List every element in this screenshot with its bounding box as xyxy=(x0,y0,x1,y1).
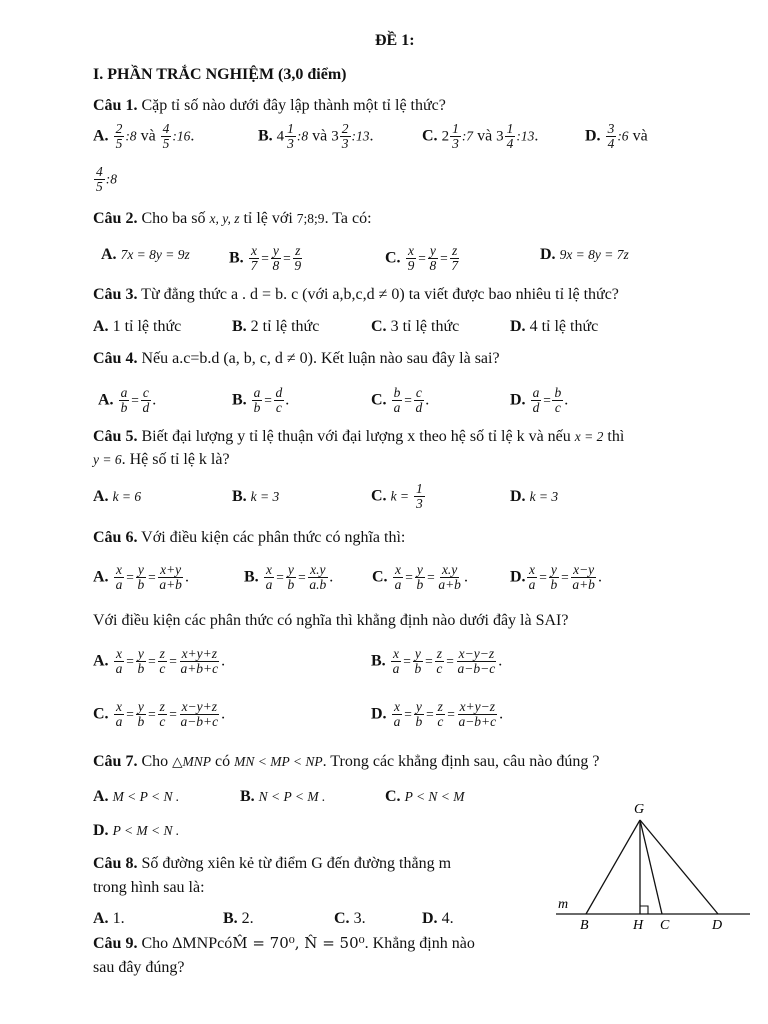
q5-option-b: B. k = 3 xyxy=(232,488,280,505)
question-9: Câu 9. Cho ΔMNPcóM̂ = 70⁰, N̂ = 50⁰. Khẳng định nào xyxy=(93,934,475,952)
question-6-part2: Với điều kiện các phân thức có nghĩa thì khẳng định nào dưới đây là SAI? xyxy=(93,612,569,629)
label-h: H xyxy=(633,918,644,933)
q4-option-b: B. $\frac{a}{b}$ = $\frac{d}{c}$ . xyxy=(232,385,290,416)
label-c: C xyxy=(660,918,670,933)
q6-option-b: B. $\frac{x}{a}$ = $\frac{y}{b}$ = $\frac{x.y}{a.b}$ . xyxy=(244,562,334,593)
geometry-figure xyxy=(550,795,755,940)
q6b-option-a: A. $\frac{x}{a}$ = $\frac{y}{b}$ = $\frac{z}{c}$ = $\frac{x+y+z}{a+b+c}$ . xyxy=(93,646,226,677)
question-2: Câu 2. Cho ba số x, y, z tỉ lệ với 7;8;9. Ta có: xyxy=(93,210,372,227)
q8-option-d: D. 4. xyxy=(422,910,454,927)
question-9-cont: sau đây đúng? xyxy=(93,959,185,976)
q6-option-a: A. $\frac{x}{a}$ = $\frac{y}{b}$ = $\frac{x+y}{a+b}$ . xyxy=(93,562,189,593)
label-g: G xyxy=(634,802,645,817)
q2-option-a: A. 7x = 8y = 9z xyxy=(101,246,190,263)
question-7: Câu 7. Cho △MNP có MN < MP < NP. Trong các khẳng định sau, câu nào đúng ? xyxy=(93,753,600,770)
question-4: Câu 4. Nếu a.c=b.d (a, b, c, d ≠ 0). Kết luận nào sau đây là sai? xyxy=(93,350,500,367)
right-angle-mark xyxy=(640,906,648,914)
q7-option-a: A. M < P < N . xyxy=(93,788,180,805)
q6b-option-d: D. $\frac{x}{a}$ = $\frac{y}{b}$ = $\frac{z}{c}$ = $\frac{x+y-z}{a-b+c}$ . xyxy=(371,699,504,730)
question-1: Câu 1. Cặp tỉ số nào dưới đây lập thành một tỉ lệ thức? xyxy=(93,97,446,114)
q4-option-c: C. $\frac{b}{a}$ = $\frac{c}{d}$ . xyxy=(371,385,430,416)
segment-gd xyxy=(640,820,718,914)
q6b-option-c: C. $\frac{x}{a}$ = $\frac{y}{b}$ = $\frac{z}{c}$ = $\frac{x-y+z}{a-b+c}$ . xyxy=(93,699,226,730)
q5-option-a: A. k = 6 xyxy=(93,488,142,505)
label-b: B xyxy=(580,918,589,933)
q3-option-b: B. 2 tỉ lệ thức xyxy=(232,318,320,335)
question-6: Câu 6. Với điều kiện các phân thức có nghĩa thì: xyxy=(93,529,406,546)
q2-option-d: D. 9x = 8y = 7z xyxy=(540,246,629,263)
question-5: Câu 5. Biết đại lượng y tỉ lệ thuận với đại lượng x theo hệ số tỉ lệ k và nếu x = 2 thì xyxy=(93,428,625,445)
q4-option-d: D. $\frac{a}{d}$ = $\frac{b}{c}$ . xyxy=(510,385,569,416)
question-8-cont: trong hình sau là: xyxy=(93,879,205,896)
q7-option-b: B. N < P < M . xyxy=(240,788,326,805)
q2-option-b: B. $\frac{x}{7}$ = $\frac{y}{8}$ = $\frac{z}{9}$ xyxy=(229,243,302,274)
q1-option-c: C. 2 $\frac{1}{3}$ :7 và 3 $\frac{1}{4}$ :13. xyxy=(422,121,539,152)
q8-option-b: B. 2. xyxy=(223,910,254,927)
q8-option-c: C. 3. xyxy=(334,910,366,927)
page-title: ĐỀ 1: xyxy=(375,32,415,49)
label-m: m xyxy=(558,897,569,912)
q2-option-c: C. $\frac{x}{9}$ = $\frac{y}{8}$ = $\frac{z}{7}$ xyxy=(385,243,459,274)
q7-option-d: D. P < M < N . xyxy=(93,822,180,839)
q3-option-a: A. 1 tỉ lệ thức xyxy=(93,318,182,335)
q5-option-d: D. k = 3 xyxy=(510,488,559,505)
q3-option-c: C. 3 tỉ lệ thức xyxy=(371,318,460,335)
q1-option-d: D. $\frac{3}{4}$ :6 và xyxy=(585,121,648,152)
q6-option-d: D. $\frac{x}{a}$ = $\frac{y}{b}$ = $\frac{x-y}{a+b}$ . xyxy=(510,562,602,593)
question-3: Câu 3. Từ đẳng thức a . d = b. c (với a,b,c,d ≠ 0) ta viết được bao nhiêu tỉ lệ thức? xyxy=(93,286,619,303)
q6b-option-b: B. $\frac{x}{a}$ = $\frac{y}{b}$ = $\frac{z}{c}$ = $\frac{x-y-z}{a-b-c}$ . xyxy=(371,646,503,677)
q1-option-b: B. 4 $\frac{1}{3}$ :8 và 3 $\frac{2}{3}$ :13. xyxy=(258,121,374,152)
q5-option-c: C. k = $\frac{1}{3}$ xyxy=(371,481,423,512)
q1-options: A. $\frac{2}{5}$ :8 và $\frac{4}{5}$ :16. xyxy=(93,121,195,152)
question-8: Câu 8. Số đường xiên kẻ từ điểm G đến đường thẳng m xyxy=(93,855,452,872)
label-d: D xyxy=(712,918,723,933)
section-heading: I. PHẦN TRẮC NGHIỆM (3,0 điểm) xyxy=(93,66,347,83)
q3-option-d: D. 4 tỉ lệ thức xyxy=(510,318,599,335)
q6-option-c: C. $\frac{x}{a}$ = $\frac{y}{b}$ = $\frac{x.y}{a+b}$ . xyxy=(372,562,468,593)
q7-option-c: C. P < N < M xyxy=(385,788,465,805)
q4-option-a: A. $\frac{a}{b}$ = $\frac{c}{d}$ . xyxy=(98,385,157,416)
question-5-cont: y = 6. Hệ số tỉ lệ k là? xyxy=(93,451,230,468)
q8-option-a: A. 1. xyxy=(93,910,125,927)
segment-gb xyxy=(586,820,640,914)
q1-option-d-cont: $\frac{4}{5}$ :8 xyxy=(96,164,117,195)
